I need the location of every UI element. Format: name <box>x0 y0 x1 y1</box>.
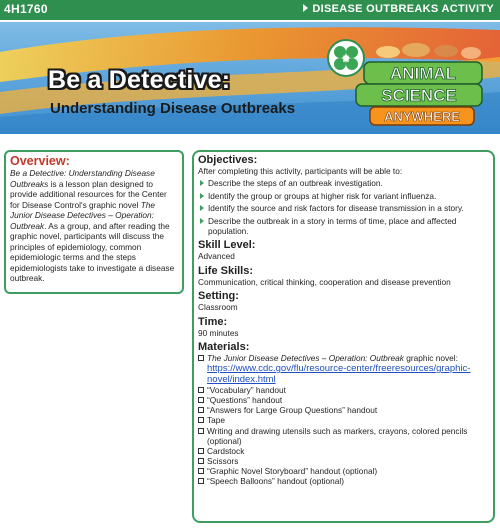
svg-text:SCIENCE: SCIENCE <box>381 86 457 105</box>
checkbox-icon <box>198 417 204 423</box>
time-value: 90 minutes <box>198 327 239 338</box>
material-item <box>198 446 489 456</box>
overview-text <box>10 168 178 284</box>
lesson-title-italic: Be a Detective: Understanding Disease Outbreaks <box>10 168 155 189</box>
material-text: Writing and drawing utensils such as markers, crayons, colored pencils (optional) <box>207 425 468 446</box>
setting-value: Classroom <box>198 302 238 313</box>
material-item <box>198 395 489 405</box>
svg-text:ANIMAL: ANIMAL <box>389 64 457 83</box>
bullet-arrow-icon <box>200 193 204 199</box>
objectives-heading: Objectives: <box>198 154 258 166</box>
material-item <box>198 466 489 476</box>
material-item <box>198 426 489 446</box>
cdc-graphic-novel-link[interactable]: https://www.cdc.gov/flu/resource-center/freeresources/graphic-novel/index.html <box>207 363 471 386</box>
overview-heading: Overview: <box>10 154 70 168</box>
objective-text: Identify the group or groups at higher risk for variant influenza. <box>208 190 437 201</box>
document-code: 4H1760 <box>4 2 48 16</box>
skill-level-value: Advanced <box>198 251 235 262</box>
material-text: graphic novel: <box>403 353 458 364</box>
page-subtitle: Understanding Disease Outbreaks <box>50 100 296 117</box>
setting-heading: Setting: <box>198 290 239 303</box>
material-text: “Graphic Novel Storyboard” handout (optional) <box>207 465 378 476</box>
details-box <box>192 150 495 523</box>
objectives-intro: After completing this activity, participants will be able to: <box>198 166 403 176</box>
material-item <box>198 385 489 395</box>
materials-heading: Materials: <box>198 341 250 354</box>
material-item <box>198 415 489 425</box>
arrow-right-icon <box>303 4 308 12</box>
objective-item <box>198 203 489 213</box>
checkbox-icon <box>198 407 204 413</box>
page-title: Be a Detective: <box>48 66 231 94</box>
bullet-arrow-icon <box>200 205 204 211</box>
logo-wordmark <box>356 62 482 125</box>
checkbox-icon <box>198 458 204 464</box>
checkbox-icon <box>198 397 204 403</box>
material-item <box>198 476 489 486</box>
life-skills-value: Communication, critical thinking, cooperation and disease prevention <box>198 276 451 287</box>
objective-text: Identify the source and risk factors for disease transmission in a story. <box>208 203 464 214</box>
material-text: “Vocabulary” handout <box>207 385 286 396</box>
objective-text: Describe the steps of an outbreak investigation. <box>208 178 383 189</box>
overview-text-2: . As a group, and after reading the graphic novel, participants will discuss the principles of epidemiology, common epidemiologic terms and the steps epidemiologists take to investigate a disease outbreak. <box>10 220 175 283</box>
material-text: Tape <box>207 415 225 426</box>
objective-item <box>198 191 489 201</box>
overview-text-1: is a lesson plan designed to provide additional resources for the Center for Disease Control's graphic novel <box>10 178 167 210</box>
novel-title-italic: The Junior Disease Detectives – Operation: Outbreak <box>207 353 404 364</box>
svg-text:H: H <box>342 54 350 64</box>
animal-science-anywhere-logo <box>326 38 486 130</box>
checkbox-icon <box>198 478 204 484</box>
checkbox-icon <box>198 448 204 454</box>
objective-item <box>198 216 489 237</box>
skill-level-heading: Skill Level: <box>198 239 256 252</box>
objective-text: Describe the outbreak in a story in terms of time, place and affected population. <box>208 215 457 237</box>
header-bar <box>0 0 500 20</box>
time-heading: Time: <box>198 315 228 328</box>
four-h-clover-icon <box>328 40 364 76</box>
objective-item <box>198 178 489 188</box>
materials-list <box>198 353 489 486</box>
life-skills-heading: Life Skills: <box>198 264 254 277</box>
bullet-arrow-icon <box>200 180 204 186</box>
material-item <box>198 405 489 415</box>
svg-text:ANYWHERE: ANYWHERE <box>384 109 460 124</box>
material-text: Cardstock <box>207 445 245 456</box>
overview-box <box>4 150 184 294</box>
material-text: “Answers for Large Group Questions” handout <box>207 405 378 416</box>
bullet-arrow-icon <box>200 218 204 224</box>
animals-silhouette-icon <box>376 43 481 59</box>
material-text: “Speech Balloons” handout (optional) <box>207 476 344 486</box>
material-item <box>198 456 489 466</box>
checkbox-icon <box>198 387 204 393</box>
objectives-list <box>198 178 489 236</box>
activity-label: DISEASE OUTBREAKS ACTIVITY <box>312 3 494 15</box>
material-item <box>198 353 489 385</box>
checkbox-icon <box>198 468 204 474</box>
checkbox-icon <box>198 428 204 434</box>
material-text: Scissors <box>207 455 239 466</box>
activity-title <box>303 3 494 15</box>
checkbox-icon <box>198 355 204 361</box>
novel-title-italic: The Junior Disease Detectives – Operation: Outbreak <box>10 199 156 231</box>
material-text: “Questions” handout <box>207 395 283 406</box>
